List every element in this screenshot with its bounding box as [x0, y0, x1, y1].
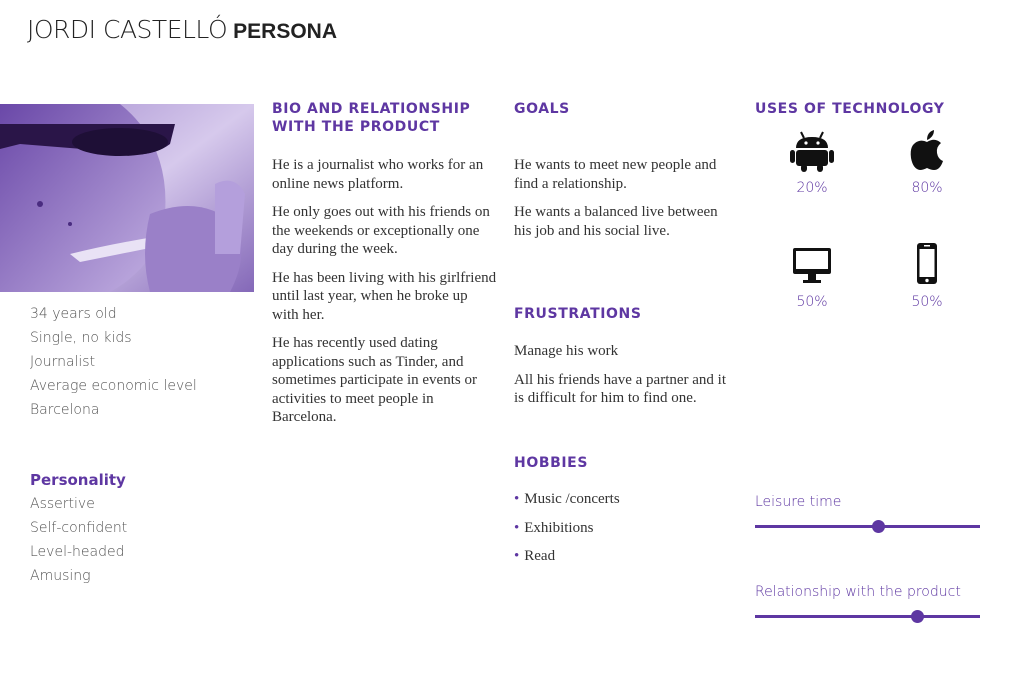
android-percentage: 20%: [796, 180, 828, 196]
leisure-scale-knob[interactable]: [872, 520, 885, 533]
relationship-scale-track: [755, 615, 980, 618]
apple-percentage: 80%: [911, 180, 943, 196]
relationship-scale-label: Relationship with the product: [755, 584, 961, 600]
frustration-paragraph: Manage his work: [514, 343, 619, 359]
persona-name: JORDI CASTELLÓ: [27, 15, 228, 44]
persona-label: PERSONA: [233, 20, 337, 43]
goals-heading: GOALS: [514, 101, 570, 117]
portrait-image: [0, 104, 254, 292]
smartphone-icon: [897, 242, 957, 286]
fact-economic-level: Average economic level: [30, 378, 197, 394]
trait-item: Assertive: [30, 496, 95, 512]
hobby-item: • Read: [514, 547, 736, 566]
bio-paragraph: He only goes out with his friends on the weekends or exceptionally one day during the week.: [272, 204, 490, 257]
trait-item: Amusing: [30, 568, 91, 584]
desktop-icon: [782, 242, 842, 286]
page-title: [27, 14, 337, 45]
facts-list: [30, 302, 260, 422]
fact-city: Barcelona: [30, 402, 100, 418]
frustrations-heading: FRUSTRATIONS: [514, 306, 642, 322]
bio-paragraph: He has recently used dating applications such as Tinder, and sometimes participate in events or activities to meet people in Barcelona.: [272, 335, 477, 425]
bio-heading: BIO AND RELATIONSHIP WITH THE PRODUCT: [272, 101, 471, 135]
goals-body: [514, 156, 736, 250]
fact-status: Single, no kids: [30, 330, 132, 346]
hobbies-heading: HOBBIES: [514, 455, 589, 471]
tech-desktop: [782, 242, 842, 310]
fact-age: 34 years old: [30, 306, 117, 322]
leisure-scale-track: [755, 525, 980, 528]
persona-photo: [0, 104, 254, 292]
leisure-scale: [755, 493, 980, 528]
phone-percentage: 50%: [911, 294, 943, 310]
bio-body: [272, 156, 497, 437]
trait-item: Self-confident: [30, 520, 128, 536]
goal-paragraph: He wants to meet new people and find a relationship.: [514, 157, 717, 192]
apple-icon: [897, 128, 957, 172]
personality-section: [30, 468, 260, 588]
trait-item: Level-headed: [30, 544, 125, 560]
hobby-item: • Music /concerts: [514, 490, 736, 509]
fact-occupation: Journalist: [30, 354, 96, 370]
personality-heading: Personality: [30, 471, 126, 489]
tech-phone: [897, 242, 957, 310]
relationship-scale: [755, 583, 980, 618]
frustrations-body: [514, 342, 736, 418]
technology-heading: USES OF TECHNOLOGY: [755, 101, 945, 117]
android-icon: [782, 128, 842, 172]
bio-paragraph: He has been living with his girlfriend until last year, when he broke up with her.: [272, 269, 497, 323]
relationship-scale-knob[interactable]: [911, 610, 924, 623]
desktop-percentage: 50%: [796, 294, 828, 310]
leisure-scale-label: Leisure time: [755, 494, 842, 510]
hobbies-list: [514, 490, 736, 576]
hobby-item: • Exhibitions: [514, 519, 736, 538]
tech-apple: [897, 128, 957, 196]
bio-paragraph: He is a journalist who works for an online news platform.: [272, 157, 484, 192]
frustration-paragraph: All his friends have a partner and it is difficult for him to find one.: [514, 371, 727, 406]
tech-android: [782, 128, 842, 196]
goal-paragraph: He wants a balanced live between his job and his social live.: [514, 204, 718, 239]
